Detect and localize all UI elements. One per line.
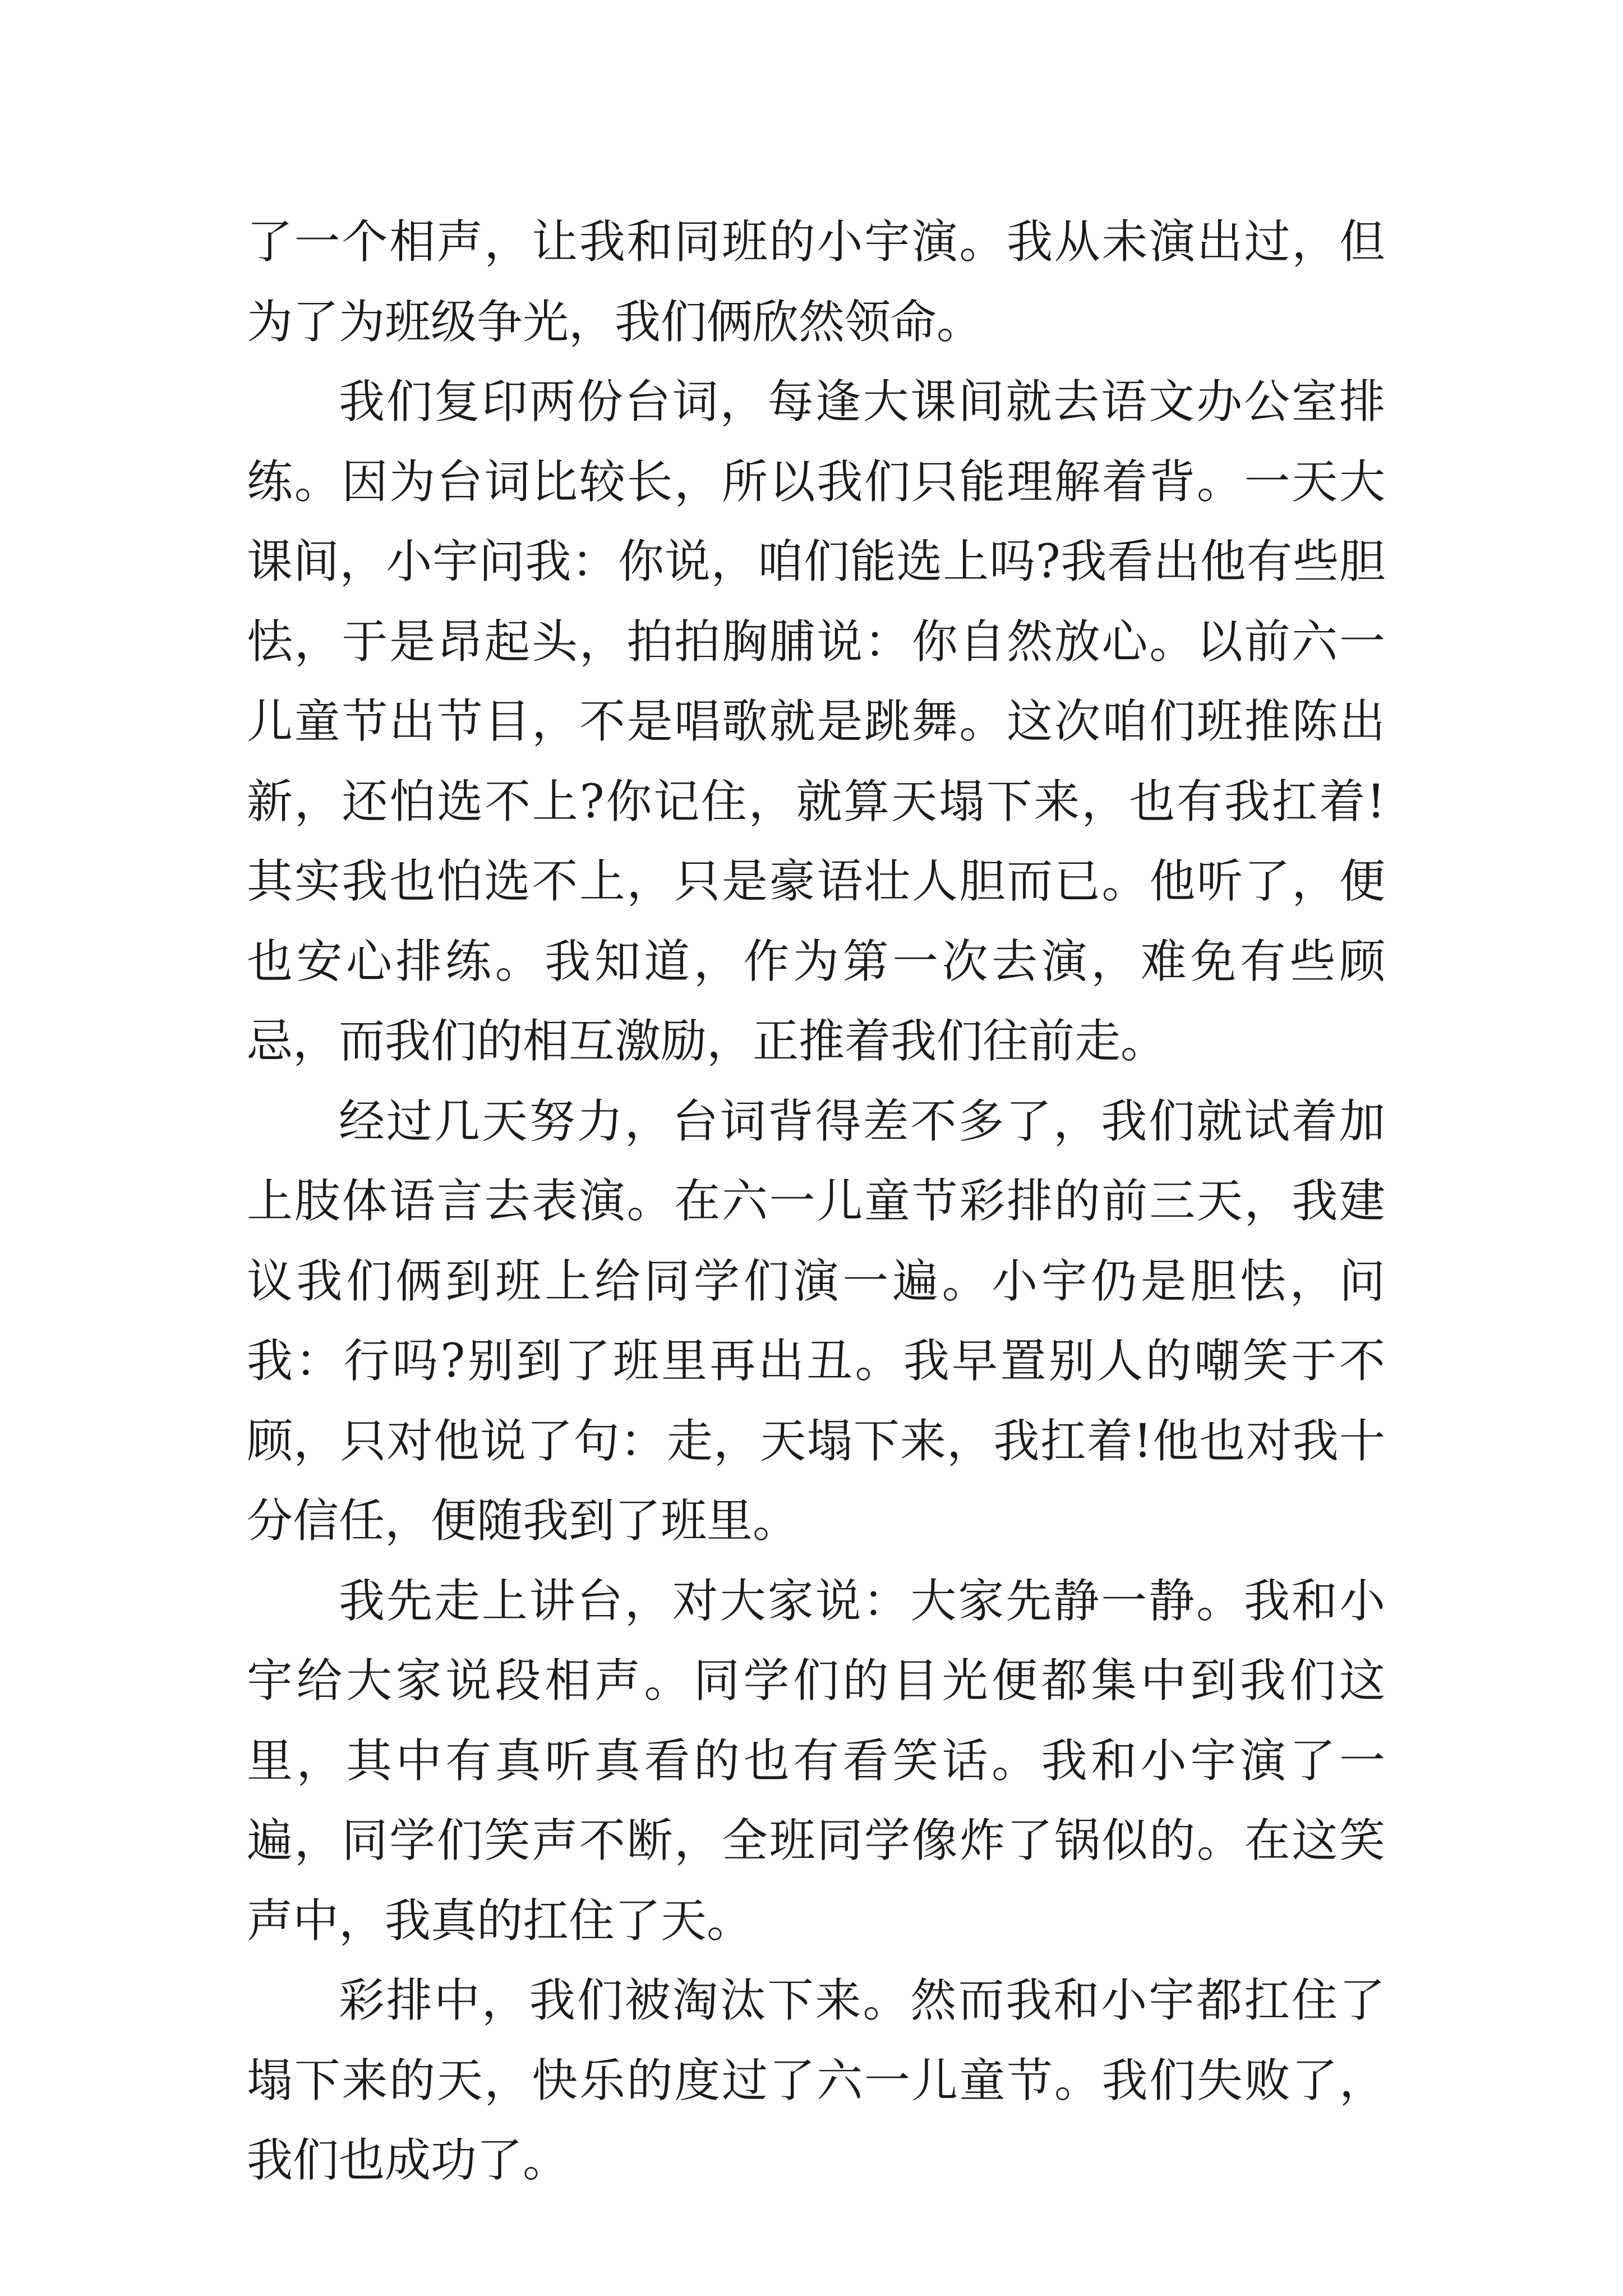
paragraph: 彩排中，我们被淘汰下来。然而我和小宇都扛住了塌下来的天，快乐的度过了六一儿童节。我们失败了，我们也成功了。 [247,1974,1385,2187]
paragraph: 我们复印两份台词，每逢大课间就去语文办公室排练。因为台词比较长，所以我们只能理解着背。一天大课间，小宇问我：你说，咱们能选上吗?我看出他有些胆怯，于是昂起头，拍拍胸脯说：你自然放心。以前六一儿童节出节目，不是唱歌就是跳舞。这次咱们班推陈出新，还怕选不上?你记住，就算天塌下来，也有我扛着!其实我也怕选不上，只是豪语壮人胆而已。他听了，便也安心排练。我知道，作为第一次去演，难免有些顾忌，而我们的相互激励，正推着我们往前走。 [247,375,1385,1068]
article-body [247,203,1385,2201]
paragraph: 我先走上讲台，对大家说：大家先静一静。我和小宇给大家说段相声。同学们的目光便都集中到我们这里，其中有真听真看的也有看笑话。我和小宇演了一遍，同学们笑声不断，全班同学像炸了锅似的。在这笑声中，我真的扛住了天。 [247,1574,1385,1948]
paragraph: 经过几天努力，台词背得差不多了，我们就试着加上肢体语言去表演。在六一儿童节彩排的前三天，我建议我们俩到班上给同学们演一遍。小宇仍是胆怯，问我：行吗?别到了班里再出丑。我早置别人的嘲笑于不顾，只对他说了句：走，天塌下来，我扛着!他也对我十分信任，便随我到了班里。 [247,1094,1385,1548]
paragraph: 了一个相声，让我和同班的小宇演。我从未演出过，但为了为班级争光，我们俩欣然领命。 [247,215,1385,349]
